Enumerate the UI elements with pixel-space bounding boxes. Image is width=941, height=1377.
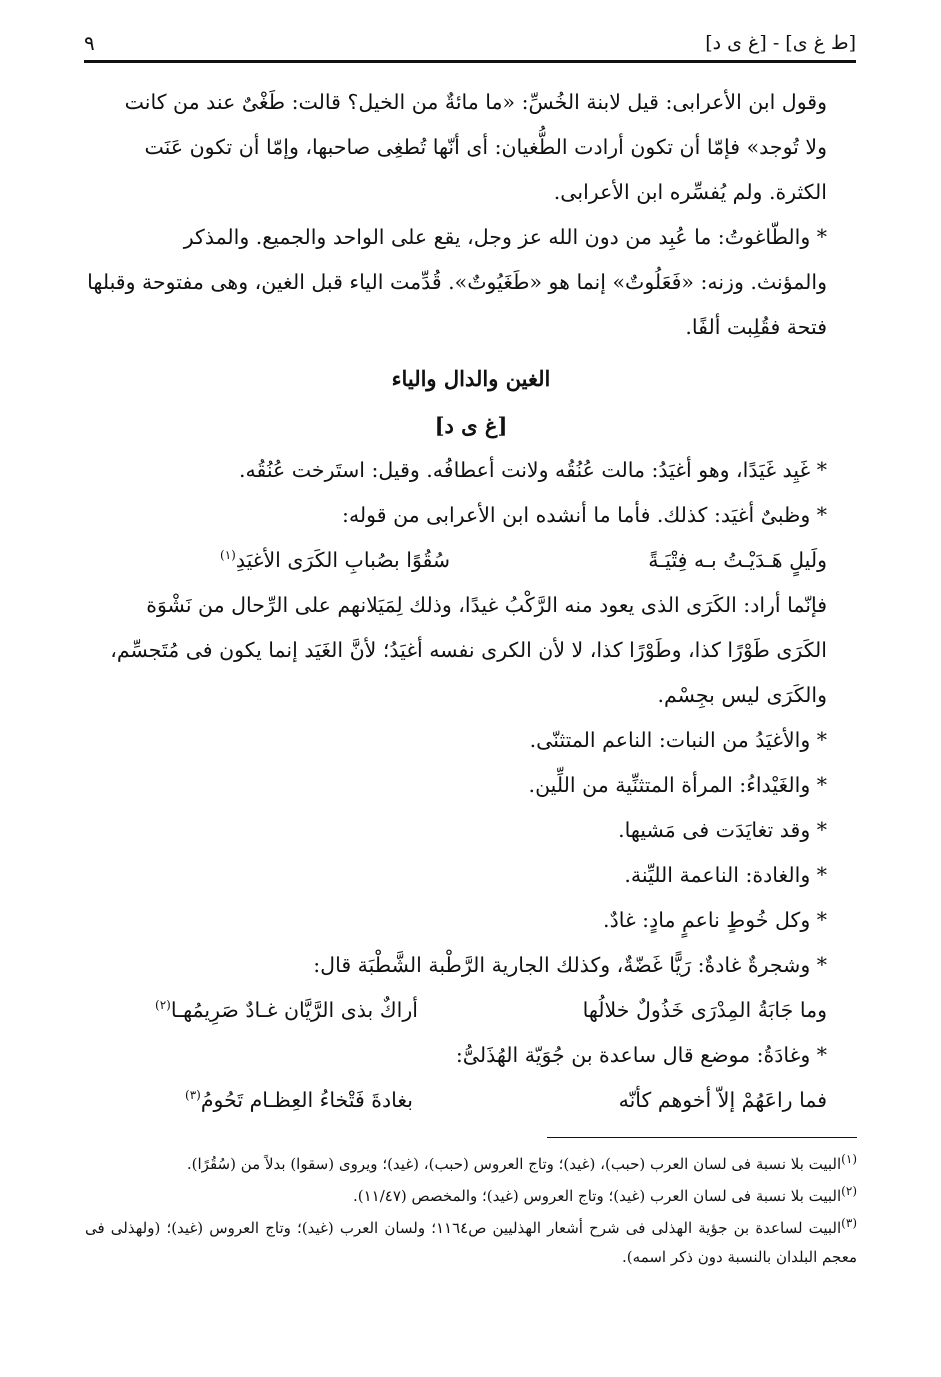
footnote-number: (١) (841, 1152, 857, 1166)
text-line: الكَرَى طَوْرًا كذا، وطَوْرًا كذا، لا لأن الكرى نفسه أغيَدُ؛ لأنَّ الغَيَد إنما يكون فى مُتَجسِّم، (110, 638, 827, 662)
section-title: الغين والدال والياء (391, 366, 551, 391)
verse-first-hemistich: فما راعَهُمْ إلاّ أخوهم كأنّه (618, 1088, 827, 1112)
explanation-paragraph (85, 583, 857, 718)
verse-2 (85, 988, 857, 1033)
text-line: والمؤنث. وزنه: «فَعَلُوتٌ» إنما هو «طَغَيُوتٌ». قُدِّمت الياء قبل الغين، وهى مفتوحة وقبلها (87, 270, 827, 294)
text-line: والكَرَى ليس بجِسْم. (657, 683, 827, 707)
intro-paragraph-2 (85, 215, 857, 350)
verse-1 (85, 538, 857, 583)
verse-second-text: بغادةَ فَتْخاءُ العِظـام تَحُومُ (200, 1088, 414, 1112)
verse-second-text: سُقُوًا بصُبابِ الكَرَى الأغيَدِ (235, 548, 451, 572)
running-head: [ط غ ى] - [غ ى د] (705, 32, 856, 54)
verse-first-hemistich: ولَيلٍ هَـدَيْـتُ بـه فِتْيَـةً (648, 548, 827, 572)
page-header (84, 30, 856, 63)
page-body (85, 80, 857, 1123)
verse-3 (85, 1078, 857, 1123)
entry-line: * وغادَةُ: موضع قال ساعدة بن جُوَيّة الهُذَلىُّ: (455, 1043, 827, 1067)
verse-second-hemistich (155, 988, 418, 1033)
entry-line: * والأغيَدُ من النبات: الناعم المتثنّى. (529, 728, 827, 752)
verse-second-text: أراكٌ بذى الرَّيَّان غـادٌ صَرِيمُهـا (170, 998, 418, 1022)
text-line: ولا تُوجد» فإمّا أن تكون أرادت الطُّغيان: أى أنّها تُطغِى صاحبها، وإمّا أن تكون عَنَت (144, 135, 827, 159)
footnote-divider (547, 1137, 857, 1138)
verse-second-hemistich (185, 1078, 413, 1123)
entry-line: * غَيِد غَيَدًا، وهو أغيَدُ: مالت عُنُقُه ولانت أعطافُه. وقيل: استَرخت عُنُقُه. (238, 458, 827, 482)
footnote-marker: (١) (220, 548, 236, 563)
verse-second-hemistich (220, 538, 450, 583)
text-line: فإنّما أراد: الكَرَى الذى يعود منه الرَّكْبُ غيدًا، وذلك لِمَيَلانهم على الرِّحال من نَشْوَة (146, 593, 827, 617)
entry-line: * والغَيْداءُ: المرأة المتثنِّية من اللِّين. (528, 773, 827, 797)
verse-first-hemistich: وما جَابَةُ المِدْرَى خَذُولٌ خلالُها (582, 998, 827, 1022)
footnotes (85, 1137, 857, 1275)
entry-line: * والغادة: الناعمة الليِّنة. (624, 863, 827, 887)
entry-line: * وقد تغايَدَت فى مَشيها. (618, 818, 827, 842)
text-line: الكثرة. ولم يُفسِّره ابن الأعرابى. (553, 180, 827, 204)
footnote-marker: (٣) (185, 1088, 201, 1103)
entry-line: * وكل خُوطٍ ناعمٍ مادٍ: غادٌ. (603, 908, 827, 932)
footnote-text: البيت بلا نسبة فى لسان العرب (حبب)، (غيد)؛ وتاج العروس (حبب)، (غيد)؛ ويروى (سقوا) بدلاً من (سُقُرًا). (186, 1155, 842, 1173)
footnote-number: (٢) (841, 1184, 857, 1198)
footnote-3 (85, 1214, 857, 1272)
text-line: * والطّاغوتُ: ما عُبِد من دون الله عز وجل، يقع على الواحد والجميع. والمذكر (183, 225, 827, 249)
footnote-2 (85, 1182, 857, 1211)
text-line: فتحة فقُلِبت ألفًا. (685, 315, 827, 339)
root-heading: [غ ى د] (434, 413, 508, 438)
entry-line: * وظبىٌ أغيَد: كذلك. فأما ما أنشده ابن الأعرابى من قوله: (342, 503, 827, 527)
intro-paragraph-1 (85, 80, 857, 215)
text-line: وقول ابن الأعرابى: قيل لابنة الخُسِّ: «ما مائةٌ من الخيل؟ قالت: طَغْىٌ عند من كانت (124, 90, 827, 114)
footnote-number: (٣) (841, 1216, 857, 1230)
footnote-marker: (٢) (155, 998, 171, 1013)
page-number: ٩ (84, 31, 95, 55)
footnote-1 (85, 1150, 857, 1179)
footnote-text: البيت لساعدة بن جؤية الهذلى فى شرح أشعار الهذليين ص١١٦٤؛ ولسان العرب (غيد)؛ وتاج العروس (غيد)؛ (ولهذلى فى معجم البلدان بالنسبة دون ذكر اسمه). (85, 1219, 857, 1266)
footnote-text: البيت بلا نسبة فى لسان العرب (غيد)؛ وتاج العروس (غيد)؛ والمخصص (١١/٤٧). (352, 1187, 842, 1205)
entry-line: * وشجرةٌ غادةٌ: رَيًّا غَضّةٌ، وكذلك الجارية الرَّطْبة الشَّطْبَة قال: (313, 953, 827, 977)
